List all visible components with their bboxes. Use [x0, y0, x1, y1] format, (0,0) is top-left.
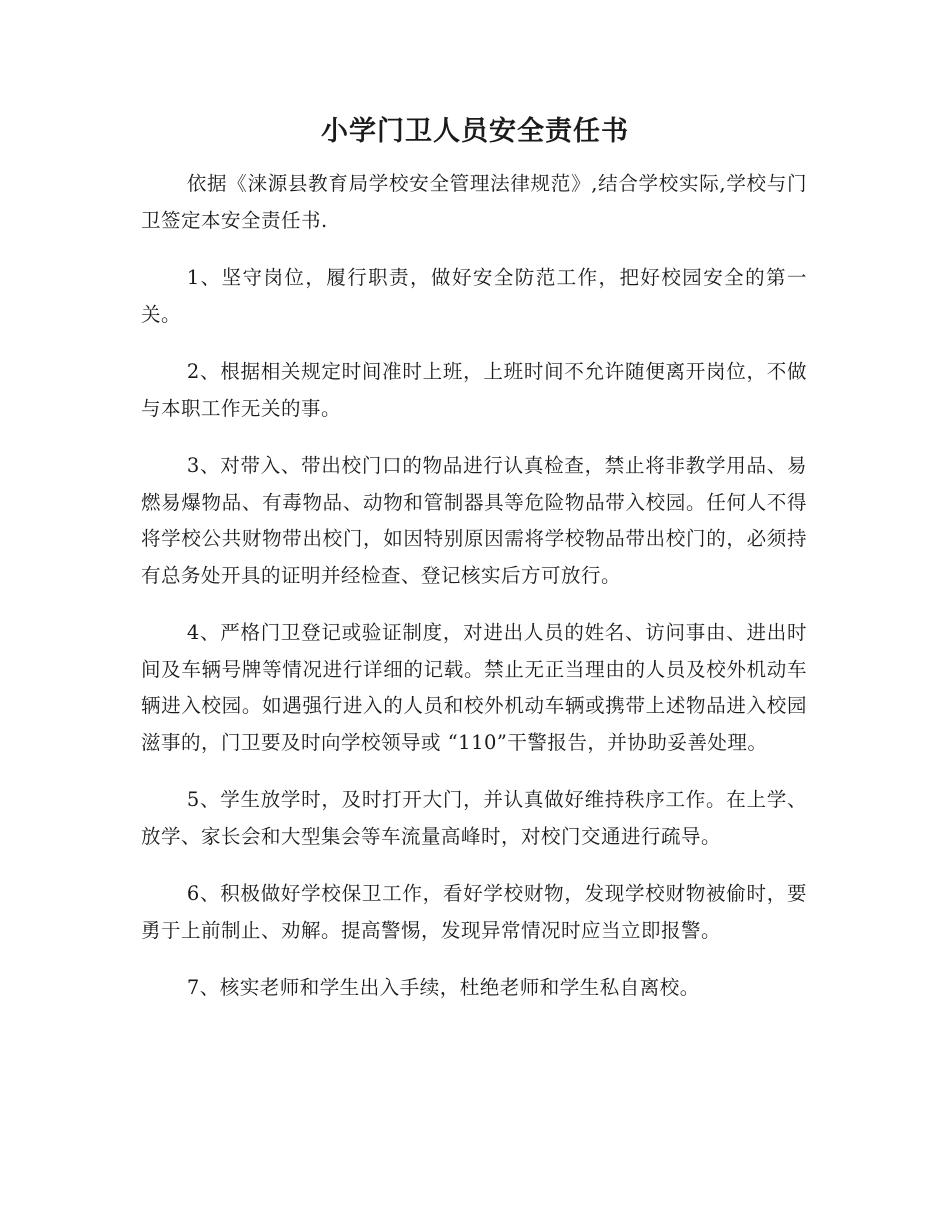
intro-paragraph: 依据《涞源县教育局学校安全管理法律规范》,结合学校实际,学校与门卫签定本安全责任书. — [141, 172, 807, 232]
clause-4-paragraph: 4、严格门卫登记或验证制度，对进出人员的姓名、访问事由、进出时间及车辆号牌等情况进行详细的记载。禁止无正当理由的人员及校外机动车辆进入校园。如遇强行进入的人员和校外机动车辆或携带上述物品进入校园滋事的，门卫要及时向学校领导或 “110”干警报告，并协助妥善处理。 — [141, 621, 807, 754]
clause-6-paragraph: 6、积极做好学校保卫工作，看好学校财物，发现学校财物被偷时，要勇于上前制止、劝解。提高警惕，发现异常情况时应当立即报警。 — [141, 882, 807, 942]
clause-1-paragraph: 1、坚守岗位，履行职责，做好安全防范工作，把好校园安全的第一关。 — [141, 266, 807, 326]
clause-3-paragraph: 3、对带入、带出校门口的物品进行认真检查，禁止将非教学用品、易燃易爆物品、有毒物品、动物和管制器具等危险物品带入校园。任何人不得将学校公共财物带出校门，如因特别原因需将学校物品带出校门的，必须持有总务处开具的证明并经检查、登记核实后方可放行。 — [141, 454, 807, 587]
clause-2-paragraph: 2、根据相关规定时间准时上班，上班时间不允许随便离开岗位，不做与本职工作无关的事。 — [141, 360, 807, 420]
clause-7-paragraph: 7、核实老师和学生出入手续，杜绝老师和学生私自离校。 — [186, 976, 700, 999]
clause-5-paragraph: 5、学生放学时，及时打开大门，并认真做好维持秩序工作。在上学、放学、家长会和大型集会等车流量高峰时，对校门交通进行疏导。 — [141, 788, 807, 848]
document-title: 小学门卫人员安全责任书 — [321, 116, 629, 147]
document-body — [141, 166, 807, 1028]
